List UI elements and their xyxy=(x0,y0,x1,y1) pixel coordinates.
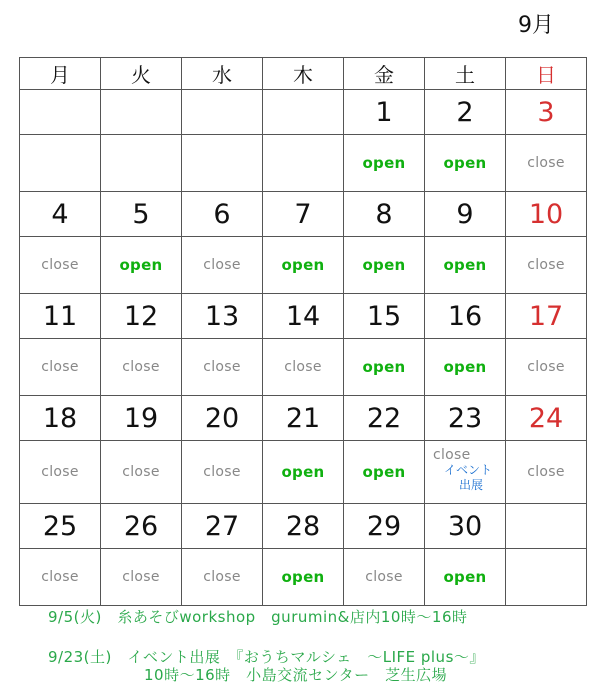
weekday-wed: 水 xyxy=(182,58,263,90)
close-status: close xyxy=(41,464,79,480)
day-number: 4 xyxy=(20,192,101,237)
event-note-line2: 出展 xyxy=(459,478,484,492)
day-status-cell xyxy=(263,237,344,294)
day-status-cell xyxy=(344,549,425,606)
status-row xyxy=(20,237,587,294)
weekday-sat: 土 xyxy=(425,58,506,90)
close-status: close xyxy=(41,359,79,375)
status-row xyxy=(20,135,587,192)
day-number xyxy=(263,90,344,135)
note-event: 9/23(土) イベント出展 『おうちマルシェ 〜LIFE plus〜』 xyxy=(48,648,485,666)
day-status-cell xyxy=(263,135,344,192)
day-number: 14 xyxy=(263,294,344,339)
day-status-cell xyxy=(425,135,506,192)
note-event-details: 10時〜16時 小島交流センター 芝生広場 xyxy=(144,666,448,684)
day-number: 6 xyxy=(182,192,263,237)
day-status-cell xyxy=(425,441,506,504)
day-number: 28 xyxy=(263,504,344,549)
day-number: 23 xyxy=(425,396,506,441)
open-status: open xyxy=(443,358,487,376)
day-number: 21 xyxy=(263,396,344,441)
close-status: close xyxy=(41,257,79,273)
day-number: 26 xyxy=(101,504,182,549)
open-status: open xyxy=(362,358,406,376)
day-number: 24 xyxy=(506,396,587,441)
open-status: open xyxy=(362,463,406,481)
day-number: 16 xyxy=(425,294,506,339)
day-number xyxy=(182,90,263,135)
day-status-cell xyxy=(182,339,263,396)
status-row xyxy=(20,441,587,504)
day-status-cell xyxy=(182,441,263,504)
status-row xyxy=(20,549,587,606)
close-status: close xyxy=(527,359,565,375)
day-number: 12 xyxy=(101,294,182,339)
day-status-cell xyxy=(101,339,182,396)
day-number: 2 xyxy=(425,90,506,135)
day-number: 5 xyxy=(101,192,182,237)
open-status: open xyxy=(443,256,487,274)
day-number-row xyxy=(20,90,587,135)
day-number: 27 xyxy=(182,504,263,549)
day-status-cell xyxy=(182,135,263,192)
day-number: 9 xyxy=(425,192,506,237)
note-workshop: 9/5(火) 糸あそびworkshop gurumin&店内10時〜16時 xyxy=(48,608,468,626)
day-status-cell xyxy=(425,237,506,294)
day-number: 15 xyxy=(344,294,425,339)
day-status-cell xyxy=(506,339,587,396)
open-status: open xyxy=(443,154,487,172)
day-status-cell xyxy=(20,549,101,606)
day-status-cell xyxy=(20,135,101,192)
day-number-row xyxy=(20,396,587,441)
close-status: close xyxy=(122,464,160,480)
open-status: open xyxy=(281,463,325,481)
day-status-cell xyxy=(344,135,425,192)
close-status: close xyxy=(365,569,403,585)
day-status-cell xyxy=(344,441,425,504)
weekday-header-row xyxy=(20,58,587,90)
day-number: 3 xyxy=(506,90,587,135)
status-row xyxy=(20,339,587,396)
day-number: 22 xyxy=(344,396,425,441)
day-status-cell xyxy=(101,237,182,294)
close-status: close xyxy=(203,359,241,375)
day-number-row xyxy=(20,192,587,237)
day-number: 18 xyxy=(20,396,101,441)
close-status: close xyxy=(284,359,322,375)
weekday-thu: 木 xyxy=(263,58,344,90)
day-number: 29 xyxy=(344,504,425,549)
calendar-table xyxy=(19,57,587,606)
day-status-cell xyxy=(20,339,101,396)
notes xyxy=(48,606,485,685)
event-note-line1: イベント xyxy=(443,463,492,477)
open-status: open xyxy=(443,568,487,586)
close-status: close xyxy=(122,359,160,375)
day-status-cell xyxy=(263,441,344,504)
day-number: 20 xyxy=(182,396,263,441)
day-status-cell xyxy=(425,339,506,396)
day-number xyxy=(101,90,182,135)
day-status-cell xyxy=(101,549,182,606)
open-status: open xyxy=(281,256,325,274)
close-status: close xyxy=(203,569,241,585)
day-status-cell xyxy=(101,135,182,192)
close-status: close xyxy=(527,464,565,480)
open-status: open xyxy=(281,568,325,586)
month-label: 9月 xyxy=(518,13,554,38)
day-number: 7 xyxy=(263,192,344,237)
day-number: 8 xyxy=(344,192,425,237)
day-status-cell xyxy=(344,339,425,396)
close-status: close xyxy=(203,464,241,480)
weekday-fri: 金 xyxy=(344,58,425,90)
day-number-row xyxy=(20,294,587,339)
day-number: 13 xyxy=(182,294,263,339)
open-status: open xyxy=(362,256,406,274)
day-status-cell xyxy=(506,237,587,294)
day-number: 17 xyxy=(506,294,587,339)
day-number: 11 xyxy=(20,294,101,339)
day-status-cell xyxy=(425,549,506,606)
open-status: open xyxy=(119,256,163,274)
close-status: close xyxy=(203,257,241,273)
day-number: 1 xyxy=(344,90,425,135)
close-status: close xyxy=(122,569,160,585)
day-number xyxy=(506,504,587,549)
day-number xyxy=(20,90,101,135)
day-status-cell xyxy=(506,549,587,606)
day-status-cell xyxy=(182,549,263,606)
day-number: 19 xyxy=(101,396,182,441)
close-status: close xyxy=(527,257,565,273)
close-status: close xyxy=(41,569,79,585)
day-number-row xyxy=(20,504,587,549)
close-status: close xyxy=(527,155,565,171)
day-number: 30 xyxy=(425,504,506,549)
day-status-cell xyxy=(101,441,182,504)
day-status-cell xyxy=(506,441,587,504)
weekday-tue: 火 xyxy=(101,58,182,90)
day-status-cell xyxy=(263,549,344,606)
close-status: close xyxy=(433,447,471,463)
weekday-mon: 月 xyxy=(20,58,101,90)
day-status-cell xyxy=(182,237,263,294)
event-note xyxy=(425,463,505,493)
day-status-cell xyxy=(506,135,587,192)
day-number: 25 xyxy=(20,504,101,549)
day-number: 10 xyxy=(506,192,587,237)
weekday-sun: 日 xyxy=(506,58,587,90)
day-status-cell xyxy=(263,339,344,396)
open-status: open xyxy=(362,154,406,172)
day-status-cell xyxy=(20,441,101,504)
day-status-cell xyxy=(20,237,101,294)
day-status-cell xyxy=(344,237,425,294)
